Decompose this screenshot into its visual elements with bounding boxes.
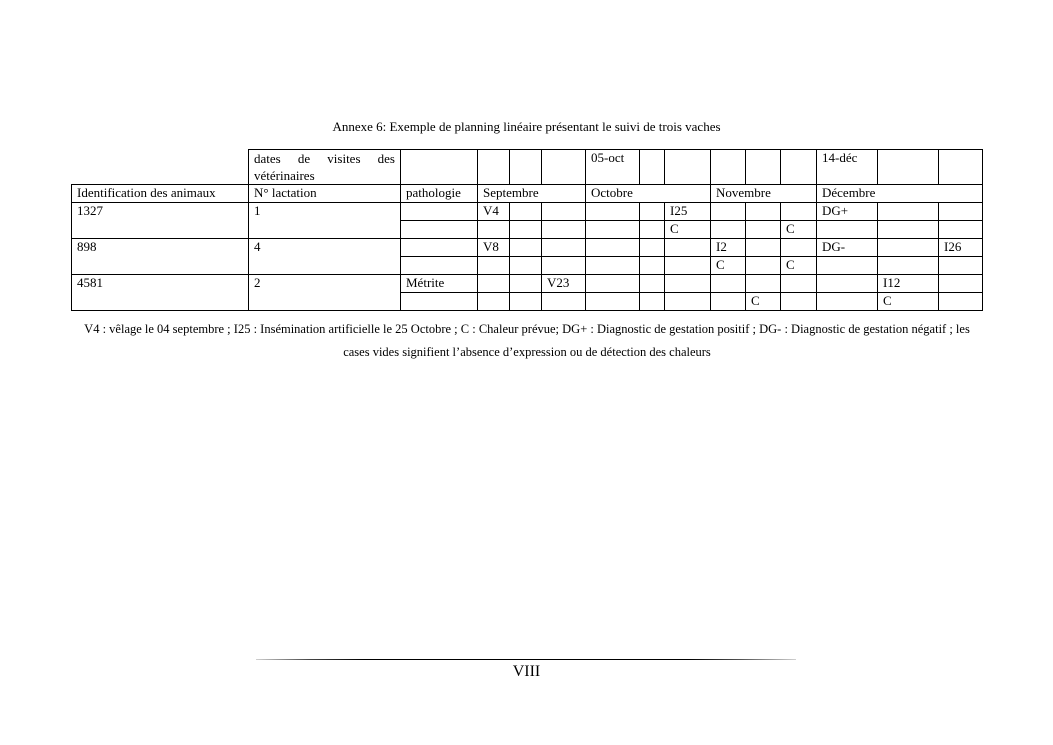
visit-date-cell xyxy=(746,150,781,185)
event-cell: I2 xyxy=(711,239,746,257)
heat-cell xyxy=(711,221,746,239)
event-cell xyxy=(746,275,781,293)
heat-cell xyxy=(640,257,665,275)
lactation-cell: 4 xyxy=(249,239,401,275)
pathology-cell xyxy=(401,239,478,257)
event-cell: V4 xyxy=(478,203,510,221)
heat-cell xyxy=(478,257,510,275)
visit-date-cell xyxy=(478,150,510,185)
pathology-cell xyxy=(401,221,478,239)
heat-cell xyxy=(542,257,586,275)
visit-date-cell xyxy=(665,150,711,185)
heat-cell xyxy=(640,221,665,239)
visit-date-cell xyxy=(401,150,478,185)
event-cell xyxy=(817,275,878,293)
event-cell xyxy=(510,239,542,257)
event-cell xyxy=(542,203,586,221)
table-legend: V4 : vêlage le 04 septembre ; I25 : Insémination artificielle le 25 Octobre ; C : Chaleur prévue; DG+ : Diagnostic de gestation positif ; DG- : Diagnostic de gestation négatif ; les cases vides signifient l’absence d’expression ou de détection des chaleurs xyxy=(84,322,970,359)
event-cell xyxy=(665,275,711,293)
visit-date-cell xyxy=(510,150,542,185)
heat-cell xyxy=(542,293,586,311)
event-cell xyxy=(640,275,665,293)
heat-cell xyxy=(746,257,781,275)
visit-date-cell xyxy=(542,150,586,185)
event-cell xyxy=(586,275,640,293)
heat-cell xyxy=(640,293,665,311)
pathology-cell xyxy=(401,293,478,311)
animal-row xyxy=(72,239,983,257)
blank-corner-cell xyxy=(72,150,249,185)
visit-date-cell: 05-oct xyxy=(586,150,640,185)
visit-dates-row xyxy=(72,150,983,185)
event-cell xyxy=(878,203,939,221)
heat-cell xyxy=(781,293,817,311)
event-cell xyxy=(640,203,665,221)
heat-cell xyxy=(478,221,510,239)
heat-cell xyxy=(939,293,983,311)
event-cell xyxy=(478,275,510,293)
heat-cell xyxy=(711,293,746,311)
heat-cell xyxy=(817,293,878,311)
event-cell: V23 xyxy=(542,275,586,293)
animal-row xyxy=(72,203,983,221)
table-caption: Annexe 6: Exemple de planning linéaire présentant le suivi de trois vaches xyxy=(332,119,721,134)
event-cell: V8 xyxy=(478,239,510,257)
event-cell: DG+ xyxy=(817,203,878,221)
pathology-cell xyxy=(401,203,478,221)
heat-cell xyxy=(746,221,781,239)
visit-date-cell xyxy=(939,150,983,185)
month-header-december: Décembre xyxy=(817,185,983,203)
heat-cell: C xyxy=(746,293,781,311)
event-cell xyxy=(510,203,542,221)
heat-cell: C xyxy=(781,221,817,239)
event-cell xyxy=(640,239,665,257)
visit-date-cell xyxy=(781,150,817,185)
lactation-cell: 2 xyxy=(249,275,401,311)
heat-cell xyxy=(878,257,939,275)
visit-date-cell xyxy=(711,150,746,185)
event-cell xyxy=(781,239,817,257)
event-cell xyxy=(586,239,640,257)
column-header-animal-id: Identification des animaux xyxy=(72,185,249,203)
column-header-lactation: N° lactation xyxy=(249,185,401,203)
heat-cell xyxy=(817,221,878,239)
month-header-october: Octobre xyxy=(586,185,711,203)
heat-cell xyxy=(939,257,983,275)
lactation-cell: 1 xyxy=(249,203,401,239)
event-cell xyxy=(586,203,640,221)
heat-cell xyxy=(665,293,711,311)
heat-cell xyxy=(510,221,542,239)
event-cell xyxy=(665,239,711,257)
event-cell xyxy=(746,203,781,221)
event-cell xyxy=(746,239,781,257)
event-cell: I25 xyxy=(665,203,711,221)
visit-dates-label: dates de visites des vétérinaires xyxy=(249,150,401,185)
event-cell xyxy=(711,275,746,293)
event-cell: I26 xyxy=(939,239,983,257)
event-cell xyxy=(878,239,939,257)
event-cell xyxy=(781,275,817,293)
footer-divider xyxy=(256,659,796,660)
animal-row xyxy=(72,275,983,293)
heat-cell xyxy=(586,221,640,239)
event-cell xyxy=(939,275,983,293)
heat-cell xyxy=(478,293,510,311)
heat-cell xyxy=(665,257,711,275)
heat-cell: C xyxy=(665,221,711,239)
pathology-cell xyxy=(401,257,478,275)
visit-date-cell xyxy=(640,150,665,185)
event-cell xyxy=(510,275,542,293)
event-cell xyxy=(781,203,817,221)
pathology-cell: Métrite xyxy=(401,275,478,293)
event-cell: I12 xyxy=(878,275,939,293)
heat-cell: C xyxy=(781,257,817,275)
header-row xyxy=(72,185,983,203)
column-header-pathology: pathologie xyxy=(401,185,478,203)
animal-id-cell: 1327 xyxy=(72,203,249,239)
heat-cell xyxy=(586,257,640,275)
event-cell xyxy=(542,239,586,257)
visit-date-cell xyxy=(878,150,939,185)
heat-cell xyxy=(586,293,640,311)
event-cell xyxy=(711,203,746,221)
heat-cell xyxy=(878,221,939,239)
event-cell xyxy=(939,203,983,221)
heat-cell xyxy=(510,257,542,275)
heat-cell: C xyxy=(711,257,746,275)
heat-cell: C xyxy=(878,293,939,311)
heat-cell xyxy=(939,221,983,239)
animal-id-cell: 4581 xyxy=(72,275,249,311)
month-header-september: Septembre xyxy=(478,185,586,203)
event-cell: DG- xyxy=(817,239,878,257)
heat-cell xyxy=(510,293,542,311)
heat-cell xyxy=(817,257,878,275)
page-number: VIII xyxy=(512,663,541,680)
month-header-november: Novembre xyxy=(711,185,817,203)
visit-date-cell: 14-déc xyxy=(817,150,878,185)
animal-id-cell: 898 xyxy=(72,239,249,275)
planning-table xyxy=(71,149,983,311)
heat-cell xyxy=(542,221,586,239)
